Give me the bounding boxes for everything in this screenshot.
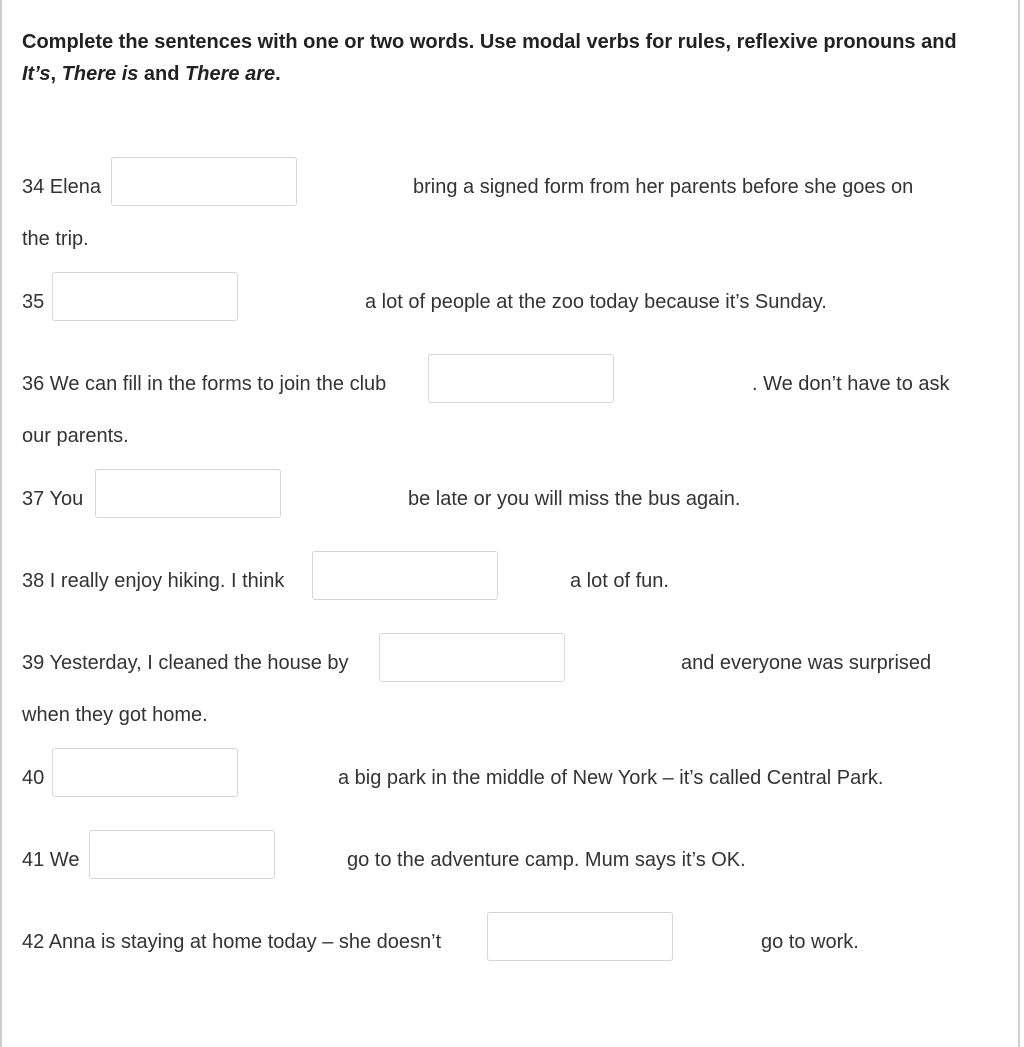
instructions-there-is: There is [61,63,139,85]
question-41-end: go to the adventure camp. Mum says it’s OK. [347,849,746,871]
question-37-start: 37 You [22,488,84,510]
question-36-start: 36 We can fill in the forms to join the club [22,373,387,395]
answer-35-input[interactable] [52,272,238,321]
instructions-there-are: There are [185,63,276,85]
question-35-end: a lot of people at the zoo today because it’s Sunday. [365,291,827,313]
instructions-separator: , [50,63,62,85]
question-34-end: bring a signed form from her parents before she goes on [413,176,914,198]
answer-34-input[interactable] [111,157,297,206]
question-39-end: and everyone was surprised [681,652,932,674]
answer-40-input[interactable] [52,748,238,797]
instructions [22,26,997,90]
question-42-end: go to work. [761,931,859,953]
answer-38-input[interactable] [312,551,498,600]
question-39-start: 39 Yesterday, I cleaned the house by [22,652,349,674]
question-34-start: 34 Elena [22,176,101,198]
question-37-end: be late or you will miss the bus again. [408,488,741,510]
question-35-start: 35 [22,291,45,313]
answer-42-input[interactable] [487,912,673,961]
question-34-continuation: the trip. [22,228,89,250]
question-38-start: 38 I really enjoy hiking. I think [22,570,285,592]
question-36-end: . We don’t have to ask [752,373,950,395]
question-39-continuation: when they got home. [22,704,208,726]
question-38-end: a lot of fun. [570,570,669,592]
question-42-start: 42 Anna is staying at home today – she doesn’t [22,931,442,953]
instructions-separator: and [138,63,186,85]
answer-36-input[interactable] [428,354,614,403]
question-41-start: 41 We [22,849,80,871]
instructions-text: Complete the sentences with one or two words. Use modal verbs for rules, reflexive pronouns and [22,31,957,53]
instructions-its: It’s [22,63,51,85]
question-36-continuation: our parents. [22,425,129,447]
question-40-end: a big park in the middle of New York – it’s called Central Park. [338,767,884,789]
question-40-start: 40 [22,767,45,789]
answer-37-input[interactable] [95,469,281,518]
answer-41-input[interactable] [89,830,275,879]
instructions-period: . [275,63,281,85]
answer-39-input[interactable] [379,633,565,682]
